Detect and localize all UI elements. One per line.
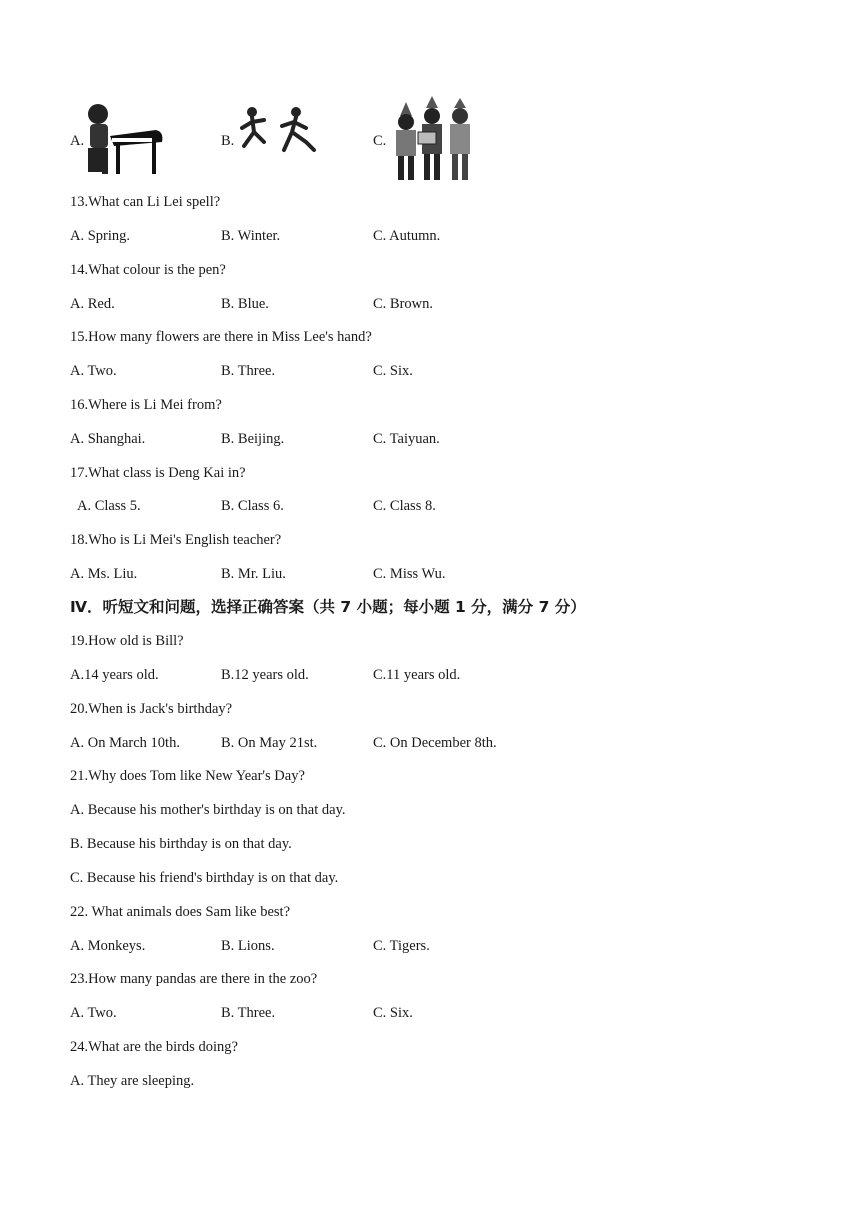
q17-option-c: C. Class 8. xyxy=(373,498,436,514)
q21-option-b: B. Because his birthday is on that day. xyxy=(70,836,292,852)
q13-option-c: C. Autumn. xyxy=(373,228,441,244)
q14-option-c: C. Brown. xyxy=(373,296,434,312)
q20-option-b: B. On May 21st. xyxy=(221,735,318,751)
question-21: 21.Why does Tom like New Year's Day? xyxy=(70,768,305,784)
option-a-label: A. xyxy=(70,133,85,149)
q18-option-a: A. Ms. Liu. xyxy=(70,566,138,582)
question-16: 16.Where is Li Mei from? xyxy=(70,397,222,413)
q19-option-c: C.11 years old. xyxy=(373,667,461,683)
question-13: 13.What can Li Lei spell? xyxy=(70,194,221,210)
q24-option-a: A. They are sleeping. xyxy=(70,1073,195,1089)
question-18: 18.Who is Li Mei's English teacher? xyxy=(70,532,282,548)
q17-option-b: B. Class 6. xyxy=(221,498,284,514)
question-23: 23.How many pandas are there in the zoo? xyxy=(70,971,318,987)
q14-option-a: A. Red. xyxy=(70,296,115,312)
q23-option-c: C. Six. xyxy=(373,1005,413,1021)
q16-option-b: B. Beijing. xyxy=(221,431,285,447)
question-17: 17.What class is Deng Kai in? xyxy=(70,465,246,481)
q13-option-b: B. Winter. xyxy=(221,228,281,244)
q19-option-a: A.14 years old. xyxy=(70,667,159,683)
q19-option-b: B.12 years old. xyxy=(221,667,309,683)
question-15: 15.How many flowers are there in Miss Lee's hand? xyxy=(70,329,372,345)
q16-option-c: C. Taiyuan. xyxy=(373,431,440,447)
q23-option-b: B. Three. xyxy=(221,1005,276,1021)
q18-option-b: B. Mr. Liu. xyxy=(221,566,286,582)
option-b-label: B. xyxy=(221,133,235,149)
q22-option-a: A. Monkeys. xyxy=(70,938,146,954)
q20-option-c: C. On December 8th. xyxy=(373,735,497,751)
question-19: 19.How old is Bill? xyxy=(70,633,184,649)
q22-option-b: B. Lions. xyxy=(221,938,275,954)
question-20: 20.When is Jack's birthday? xyxy=(70,701,233,717)
q14-option-b: B. Blue. xyxy=(221,296,269,312)
q20-option-a: A. On March 10th. xyxy=(70,735,180,751)
question-14: 14.What colour is the pen? xyxy=(70,262,226,278)
question-22: 22. What animals does Sam like best? xyxy=(70,904,291,920)
running-boys-icon xyxy=(234,106,330,158)
q23-option-a: A. Two. xyxy=(70,1005,117,1021)
q15-option-b: B. Three. xyxy=(221,363,276,379)
piano-player-icon xyxy=(84,100,166,178)
option-c-label: C. xyxy=(373,133,387,149)
q16-option-a: A. Shanghai. xyxy=(70,431,146,447)
q15-option-a: A. Two. xyxy=(70,363,117,379)
q21-option-c: C. Because his friend's birthday is on that day. xyxy=(70,870,339,886)
q15-option-c: C. Six. xyxy=(373,363,413,379)
q13-option-a: A. Spring. xyxy=(70,228,131,244)
birthday-party-icon xyxy=(390,96,476,182)
q21-option-a: A. Because his mother's birthday is on that day. xyxy=(70,802,346,818)
question-24: 24.What are the birds doing? xyxy=(70,1039,238,1055)
q17-option-a: A. Class 5. xyxy=(77,498,141,514)
q18-option-c: C. Miss Wu. xyxy=(373,566,446,582)
section-4-heading: Ⅳ．听短文和问题，选择正确答案（共 7 小题；每小题 1 分，满分 7 分） xyxy=(70,598,586,616)
q22-option-c: C. Tigers. xyxy=(373,938,430,954)
